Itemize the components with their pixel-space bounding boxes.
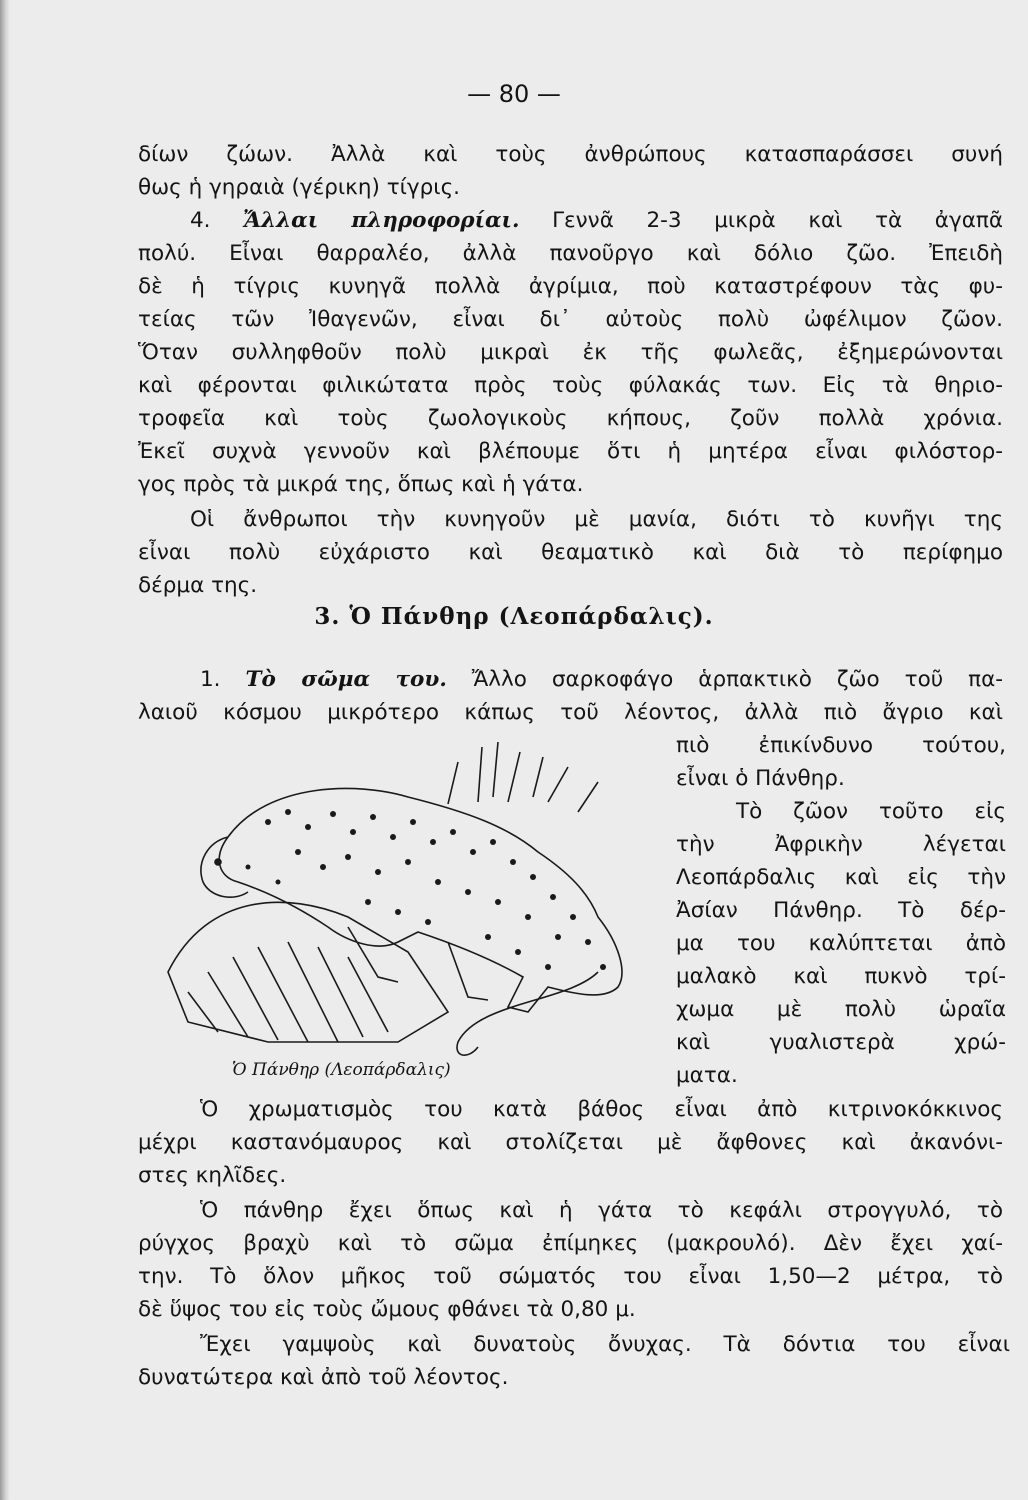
text-line: δὲ ἡ τίγρις κυνηγᾶ πολλὰ ἀγρίμια, ποὺ καταστρέφουν τὰς φυ- xyxy=(138,274,1003,299)
text-line: στες κηλῖδες. xyxy=(138,1163,287,1188)
text-line: καὶ φέρονται φιλικώτατα πρὸς τοὺς φύλακάς των. Εἰς τὰ θηριο- xyxy=(138,373,1003,398)
text-line: πολύ. Εἶναι θαρραλέο, ἀλλὰ πανοῦργο καὶ δόλιο ζῶο. Ἐπειδὴ xyxy=(138,241,1003,266)
item-label: Ἄλλαι πληροφορίαι. xyxy=(243,208,520,233)
page-number: — 80 — xyxy=(467,80,561,108)
text-line xyxy=(200,665,1003,695)
column-line: μα του καλύπτεται ἀπὸ xyxy=(676,931,1006,956)
column-line: χωμα μὲ πολὺ ὡραῖα xyxy=(676,997,1006,1022)
text-line: εἶναι πολὺ εὐχάριστο καὶ θεαματικὸ καὶ διὰ τὸ περίφημο xyxy=(138,540,1003,565)
text-line: Οἱ ἄνθρωποι τὴν κυνηγοῦν μὲ μανία, διότι τὸ κυνῆγι της xyxy=(190,507,1003,532)
text-line: δὲ ὕψος του εἰς τοὺς ὤμους φθάνει τὰ 0,80 μ. xyxy=(138,1297,636,1322)
text-line: θως ἡ γηραιὰ (γέρικη) τίγρις. xyxy=(138,175,461,200)
text-line: ρύγχος βραχὺ καὶ τὸ σῶμα ἐπίμηκες (μακρουλό). Δὲν ἔχει χαί- xyxy=(138,1231,1003,1256)
column-line: τὴν Ἀφρικὴν λέγεται xyxy=(676,832,1006,857)
column-line: ματα. xyxy=(676,1063,738,1088)
column-line: Ἀσίαν Πάνθηρ. Τὸ δέρ- xyxy=(676,898,1006,923)
section-heading: 3. Ὁ Πάνθηρ (Λεοπάρδαλις). xyxy=(314,603,714,630)
column-line: εἶναι ὁ Πάνθηρ. xyxy=(676,766,845,791)
item-number: 4. xyxy=(190,208,211,233)
text-line: μέχρι καστανόμαυρος καὶ στολίζεται μὲ ἄφθονες καὶ ἀκανόνι- xyxy=(138,1130,1003,1155)
text-line: τείας τῶν Ἰθαγενῶν, εἶναι δι᾿ αὐτοὺς πολὺ ὠφέλιμον ζῶον. xyxy=(138,307,1003,332)
text-line: δίων ζώων. Ἀλλὰ καὶ τοὺς ἀνθρώπους κατασπαράσσει συνή xyxy=(138,142,1003,167)
leopard-illustration xyxy=(148,742,668,1062)
text-line: τροφεῖα καὶ τοὺς ζωολογικοὺς κήπους, ζοῦν πολλὰ χρόνια. xyxy=(138,406,1003,431)
item-label: Τὸ σῶμα του. xyxy=(245,667,447,692)
column-line: Λεοπάρδαλις καὶ εἰς τὴν xyxy=(676,865,1006,890)
column-line: μαλακὸ καὶ πυκνὸ τρί- xyxy=(676,964,1006,989)
text-line: Ὁ χρωματισμὸς του κατὰ βάθος εἶναι ἀπὸ κιτρινοκόκκινος xyxy=(200,1097,1003,1122)
text-line: δυνατώτερα καὶ ἀπὸ τοῦ λέοντος. xyxy=(138,1365,509,1390)
text-line: Ὅταν συλληφθοῦν πολὺ μικραὶ ἐκ τῆς φωλεᾶς, ἐξημερώνονται xyxy=(138,340,1003,365)
text-line: γος πρὸς τὰ μικρά της, ὅπως καὶ ἡ γάτα. xyxy=(138,472,584,497)
text-line: δέρμα της. xyxy=(138,573,258,598)
text-fragment: Ἄλλο σαρκοφάγο ἁρπακτικὸ ζῶο τοῦ πα- xyxy=(446,667,1004,692)
text-line: Ἐκεῖ συχνὰ γεννοῦν καὶ βλέπουμε ὅτι ἡ μητέρα εἶναι φιλόστορ- xyxy=(138,439,1003,464)
text-line: την. Τὸ ὅλον μῆκος τοῦ σώματός του εἶναι 1,50—2 μέτρα, τὸ xyxy=(138,1264,1003,1289)
text-line xyxy=(138,206,1003,236)
column-line: καὶ γυαλιστερὰ χρώ- xyxy=(676,1030,1006,1055)
page-edge-shadow xyxy=(0,0,10,1500)
text-fragment: Γεννᾶ 2-3 μικρὰ καὶ τὰ ἀγαπᾶ xyxy=(519,208,1003,233)
text-line: Ὁ πάνθηρ ἔχει ὅπως καὶ ἡ γάτα τὸ κεφάλι στρογγυλό, τὸ xyxy=(200,1198,1003,1223)
text-line: λαιοῦ κόσμου μικρότερο κάπως τοῦ λέοντος, ἀλλὰ πιὸ ἄγριο καὶ xyxy=(138,700,1003,725)
figure-caption: Ὁ Πάνθηρ (Λεοπάρδαλις) xyxy=(232,1060,451,1080)
item-number: 1. xyxy=(200,667,221,692)
text-line: Ἔχει γαμψοὺς καὶ δυνατοὺς ὄνυχας. Τὰ δόντια του εἶναι xyxy=(200,1332,1010,1357)
column-line: Τὸ ζῶον τοῦτο εἰς xyxy=(736,799,1006,824)
column-line: πιὸ ἐπικίνδυνο τούτου, xyxy=(676,733,1006,758)
